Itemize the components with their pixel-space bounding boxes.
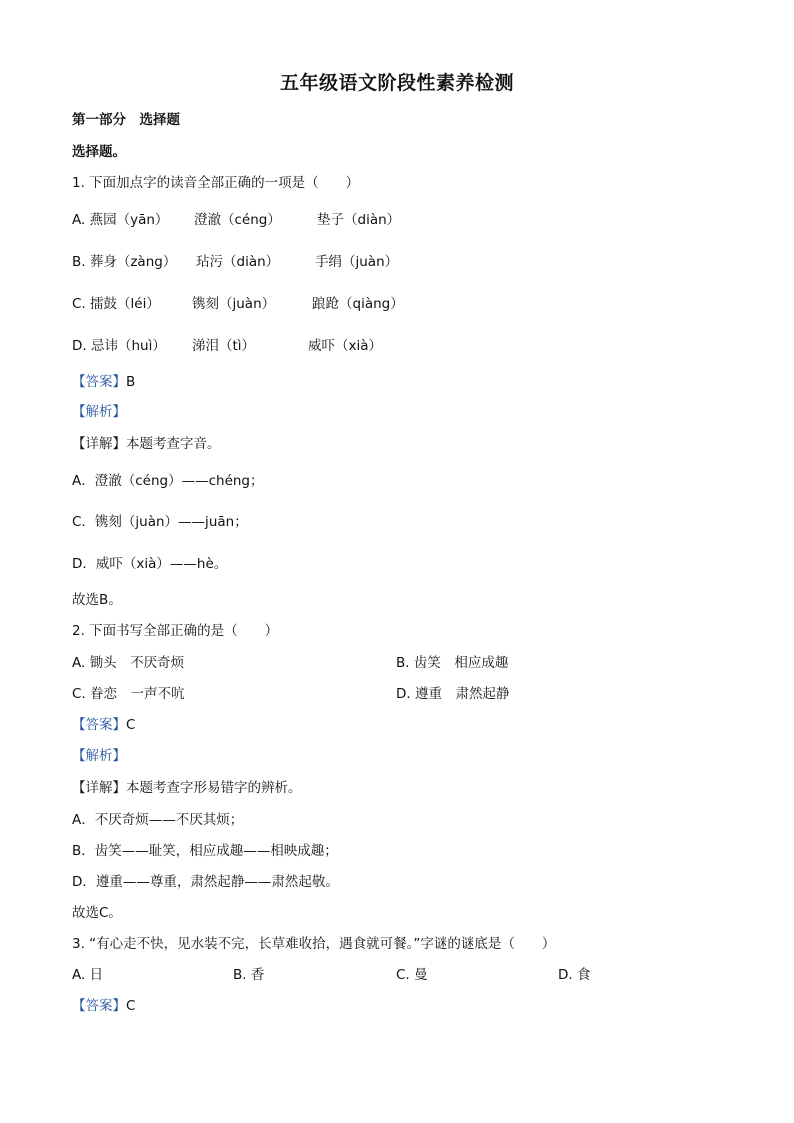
q2-detail-label: 【详解】 <box>72 780 126 796</box>
q1-answer-value: B <box>126 374 136 390</box>
q3-option-b: B. 香 <box>233 967 265 983</box>
q2-analysis-label: 【解析】 <box>72 748 126 764</box>
q3-answer-value: C <box>126 998 136 1014</box>
q2-explanation-b: B．齿笑——耻笑，相应成趣——相映成趣； <box>72 843 338 859</box>
q2-detail <box>72 776 302 796</box>
q3-option-a: A. 日 <box>72 967 104 983</box>
q1-option-b-word1: B. 葬身（zàng） <box>72 254 177 270</box>
q3-option-c: C. 曼 <box>396 967 428 983</box>
q2-answer-value: C <box>126 717 136 733</box>
q1-option-d-word1: D. 忌讳（huì） <box>72 338 166 354</box>
q3-answer <box>72 994 135 1014</box>
q3-option-d: D. 食 <box>558 967 591 983</box>
q3-answer-label: 【答案】 <box>72 998 126 1014</box>
q2-answer-label: 【答案】 <box>72 717 126 733</box>
q2-detail-text: 本题考查字形易错字的辨析。 <box>126 780 302 796</box>
q1-conclusion: 故选B。 <box>72 592 122 608</box>
q2-option-c: C. 眷恋 一声不吭 <box>72 686 185 702</box>
q2-option-b: B. 齿笑 相应成趣 <box>396 655 509 671</box>
q1-option-b-word2: 玷污（diàn） <box>196 254 280 270</box>
q2-answer <box>72 713 135 733</box>
q1-option-c-word1: C. 擂鼓（léi） <box>72 296 160 312</box>
page-title: 五年级语文阶段性素养检测 <box>279 72 514 94</box>
q1-analysis-label: 【解析】 <box>72 404 126 420</box>
q1-option-a-word2: 澄澈（céng） <box>194 212 281 228</box>
q1-option-b-word3: 手绢（juàn） <box>315 254 399 270</box>
q1-stem: 1. 下面加点字的读音全部正确的一项是（ ） <box>72 175 360 191</box>
q3-stem: 3. “有心走不快，见水装不完，长草难收拾，遇食就可餐。”字谜的谜底是（ ） <box>72 936 556 952</box>
q2-stem: 2. 下面书写全部正确的是（ ） <box>72 623 279 639</box>
q2-explanation-d: D．遵重——尊重，肃然起静——肃然起敬。 <box>72 874 339 890</box>
q1-option-c-word3: 踉跄（qiàng） <box>312 296 404 312</box>
q1-detail <box>72 432 221 452</box>
q1-explanation-c: C．镌刻（juàn）——juān； <box>72 514 248 530</box>
q2-explanation-a: A．不厌奇烦——不厌其烦； <box>72 812 244 828</box>
q1-option-c-word2: 镌刻（juàn） <box>192 296 276 312</box>
q1-option-a-word1: A. 燕园（yān） <box>72 212 169 228</box>
q2-option-d: D. 遵重 肃然起静 <box>396 686 510 702</box>
q1-detail-label: 【详解】 <box>72 436 126 452</box>
part-heading: 第一部分 选择题 <box>72 112 180 128</box>
q1-option-d-word3: 威吓（xià） <box>308 338 383 354</box>
q1-explanation-d: D．威吓（xià）——hè。 <box>72 556 228 572</box>
q1-option-a-word3: 垫子（diàn） <box>317 212 401 228</box>
section-heading: 选择题。 <box>72 144 126 160</box>
q2-option-a: A. 锄头 不厌奇烦 <box>72 655 185 671</box>
q1-answer <box>72 370 135 390</box>
q1-explanation-a: A．澄澈（céng）——chéng； <box>72 473 264 489</box>
q2-conclusion: 故选C。 <box>72 905 122 921</box>
q1-option-d-word2: 涕泪（tì） <box>192 338 256 354</box>
q1-answer-label: 【答案】 <box>72 374 126 390</box>
q1-detail-text: 本题考查字音。 <box>126 436 221 452</box>
